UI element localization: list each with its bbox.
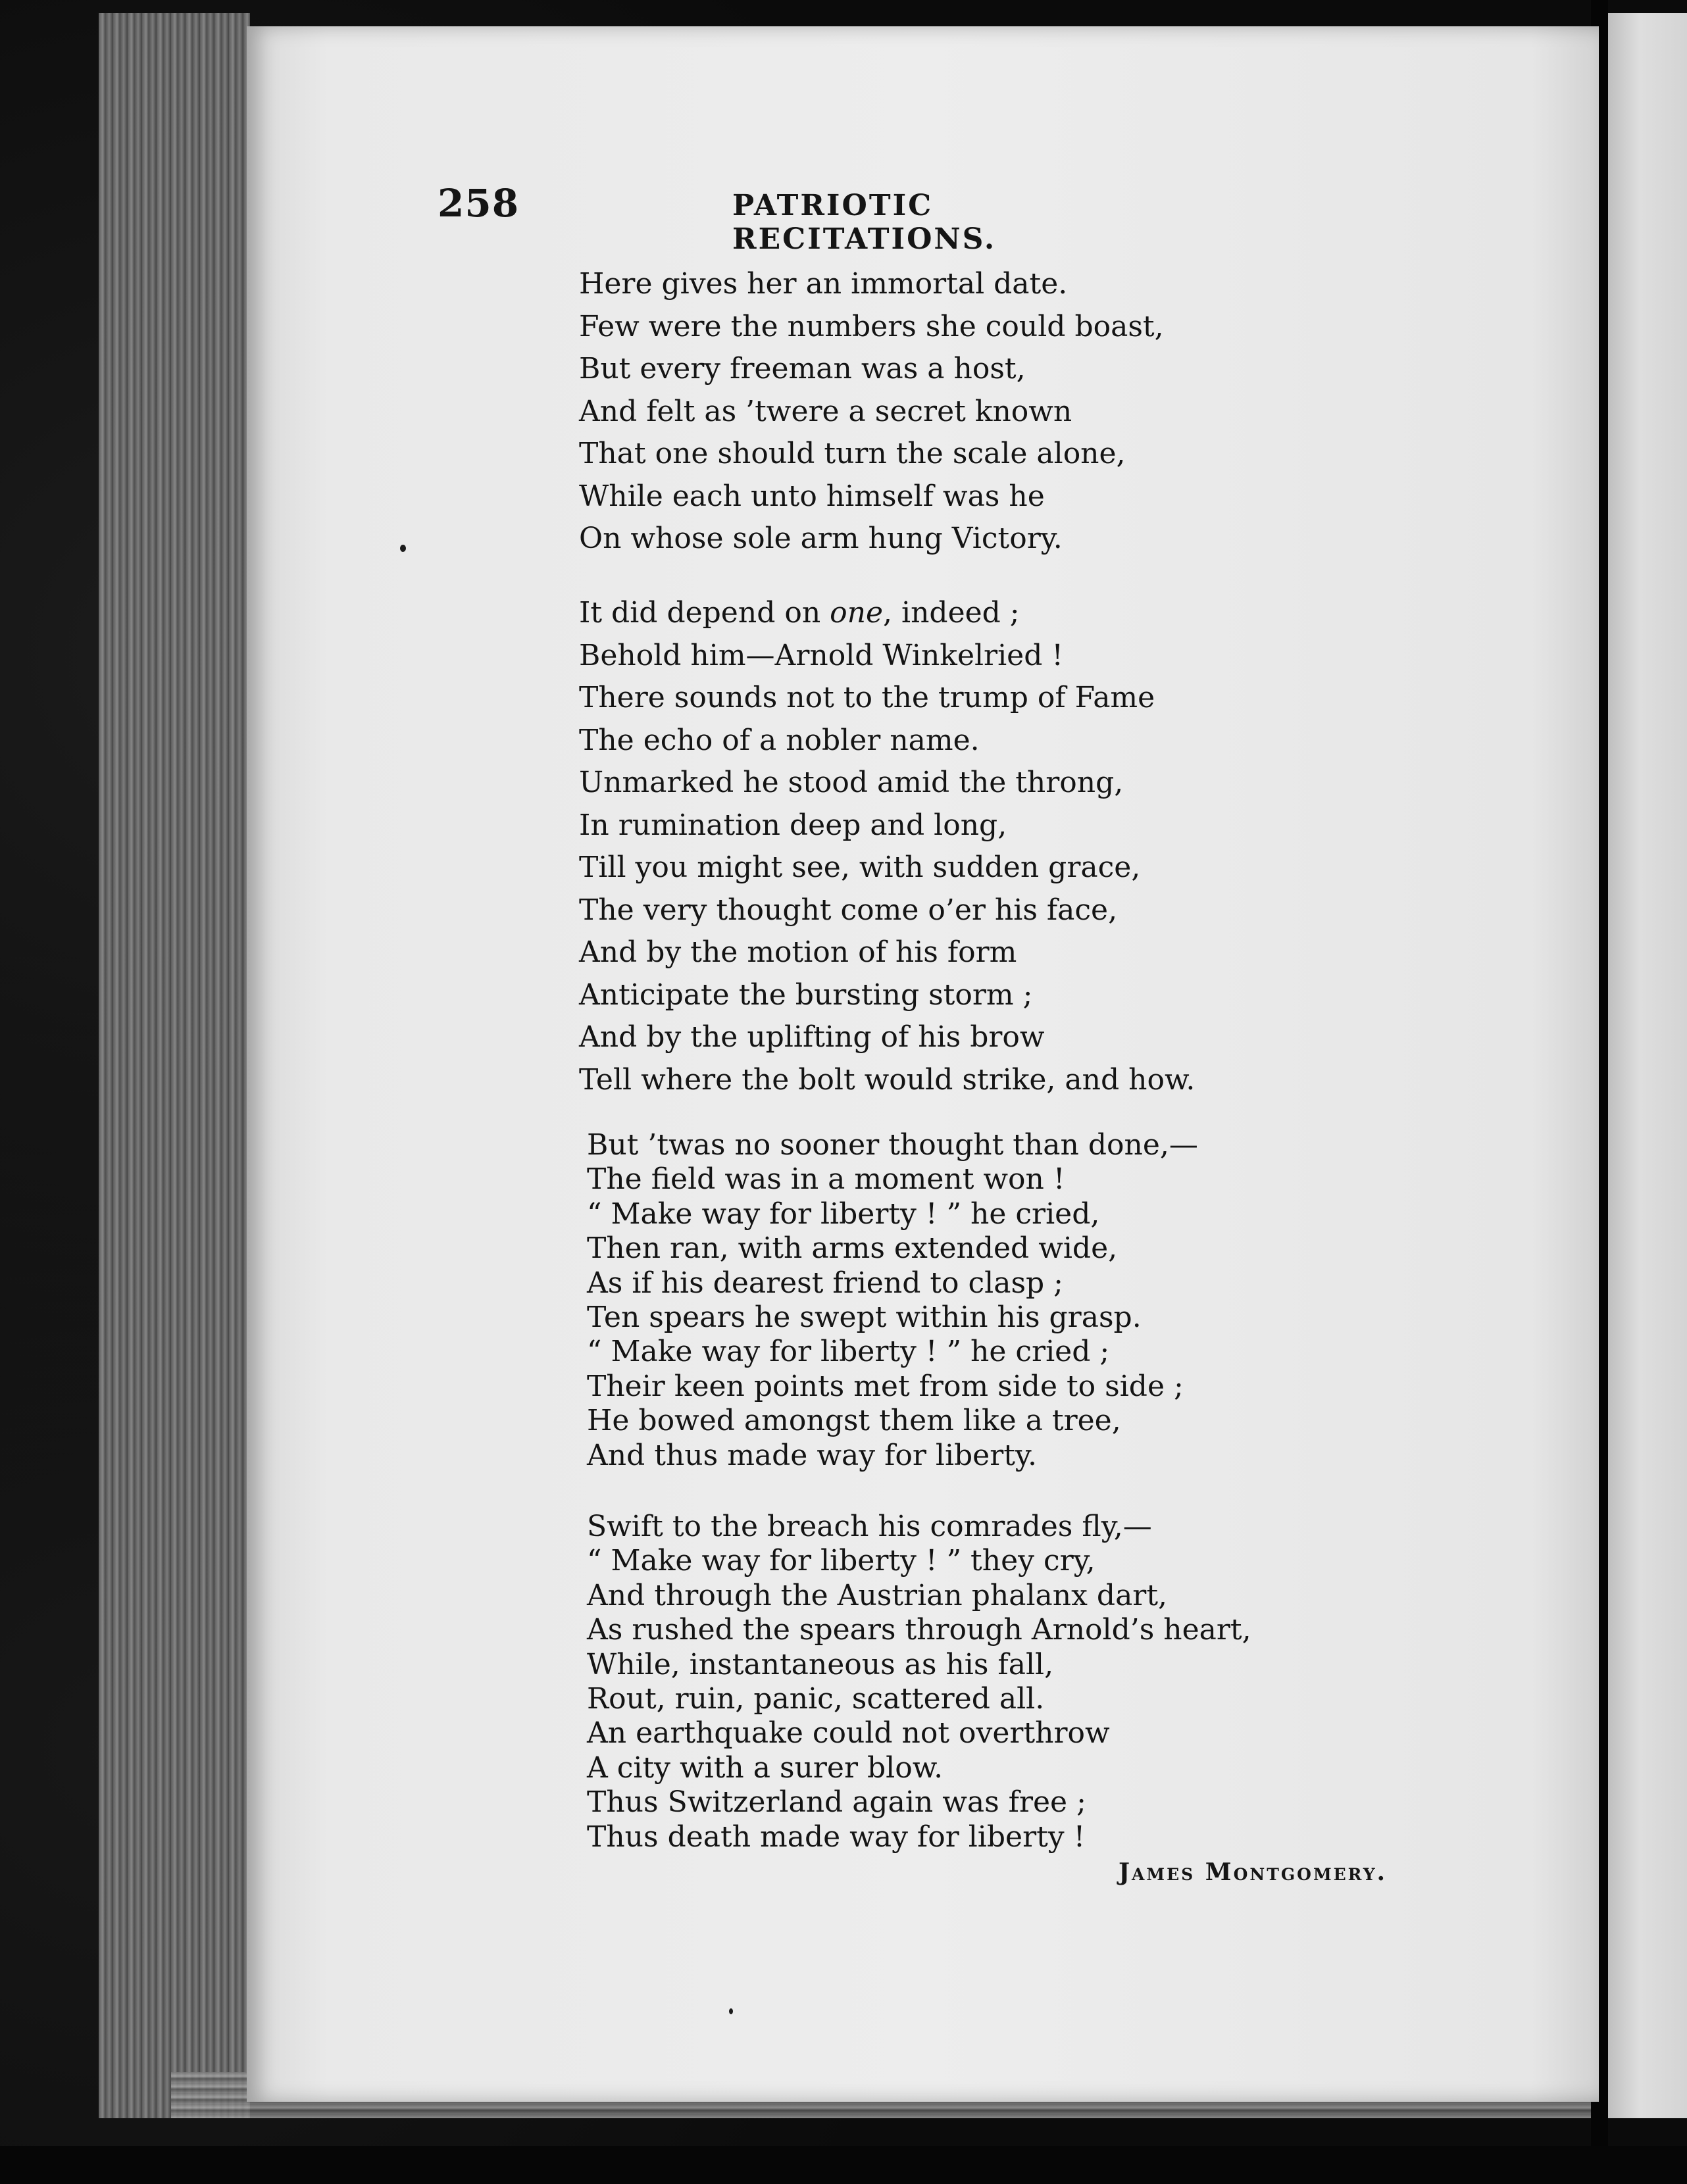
italic-word: one <box>830 596 884 630</box>
poem-line: Unmarked he stood amid the throng, <box>579 766 1124 799</box>
page-number: 258 <box>438 181 520 226</box>
margin-speck <box>400 545 406 552</box>
stanza-2 <box>579 592 1195 1101</box>
poem-line: And felt as ’twere a secret known <box>579 394 1072 428</box>
poem-line: Swift to the breach his comrades fly,— <box>587 1510 1152 1543</box>
stanza-3 <box>587 1128 1198 1473</box>
poem-line: An earthquake could not overthrow <box>587 1716 1110 1750</box>
poem-line: But ’twas no sooner thought than done,— <box>587 1128 1198 1162</box>
poem-line: Anticipate the bursting storm ; <box>579 978 1033 1012</box>
poem-line: Behold him—Arnold Winkelried ! <box>579 638 1064 672</box>
running-title: PATRIOTIC RECITATIONS. <box>732 189 997 256</box>
poem-line: A city with a surer blow. <box>587 1750 944 1785</box>
poem-line: And through the Austrian phalanx dart, <box>587 1578 1167 1612</box>
poem-line: Here gives her an immortal date. <box>579 267 1068 301</box>
scanner-bottom-strip <box>0 2146 1687 2184</box>
poem-line: “ Make way for liberty ! ” he cried, <box>587 1197 1100 1231</box>
poem-line: Tell where the bolt would strike, and how. <box>579 1062 1196 1097</box>
poem-line: While each unto himself was he <box>579 479 1045 513</box>
poem-line: That one should turn the scale alone, <box>579 437 1126 470</box>
stanza-4 <box>587 1510 1251 1854</box>
poem-line: Rout, ruin, panic, scattered all. <box>587 1681 1045 1716</box>
poem-line: As if his dearest friend to clasp ; <box>587 1266 1064 1300</box>
poem-line: He bowed amongst them like a tree, <box>587 1404 1121 1438</box>
book-page-edges <box>99 13 250 2118</box>
poem-line: But every freeman was a host, <box>579 352 1026 385</box>
poem-line: “ Make way for liberty ! ” he cried ; <box>587 1335 1110 1369</box>
poem-line: The echo of a nobler name. <box>579 723 980 757</box>
poem-line: Thus Switzerland again was free ; <box>587 1785 1086 1820</box>
poem-line: Thus death made way for liberty ! <box>587 1820 1086 1854</box>
poem-line: Then ran, with arms extended wide, <box>587 1231 1118 1266</box>
poem-attribution: James Montgomery. <box>1119 1858 1388 1886</box>
poem-line: And by the motion of his form <box>579 935 1017 969</box>
poem-line: On whose sole arm hung Victory. <box>579 522 1063 555</box>
poem-line: There sounds not to the trump of Fame <box>579 681 1155 714</box>
poem-line: As rushed the spears through Arnold’s heart, <box>587 1613 1251 1647</box>
poem-line: Ten spears he swept within his grasp. <box>587 1300 1142 1334</box>
poem-line: The field was in a moment won ! <box>587 1162 1065 1197</box>
poem-line: The very thought come o’er his face, <box>579 893 1118 927</box>
poem-line: Their keen points met from side to side ; <box>587 1369 1184 1403</box>
stanza-1 <box>579 263 1164 560</box>
page-header <box>438 181 1174 256</box>
line-text: It did depend on <box>579 596 830 630</box>
margin-speck <box>729 2008 733 2014</box>
poem-line: In rumination deep and long, <box>579 808 1007 842</box>
poem-line: And by the uplifting of his brow <box>579 1020 1045 1054</box>
poem-line: While, instantaneous as his fall, <box>587 1647 1054 1681</box>
poem-line: “ Make way for liberty ! ” they cry, <box>587 1544 1095 1578</box>
poem-line: And thus made way for liberty. <box>587 1438 1037 1472</box>
line-text: , indeed ; <box>883 596 1020 630</box>
poem-line: Few were the numbers she could boast, <box>579 309 1164 343</box>
facing-page-edge <box>1608 13 1687 2118</box>
poem-line: Till you might see, with sudden grace, <box>579 851 1141 884</box>
poem-line-emphasis <box>579 592 1195 635</box>
